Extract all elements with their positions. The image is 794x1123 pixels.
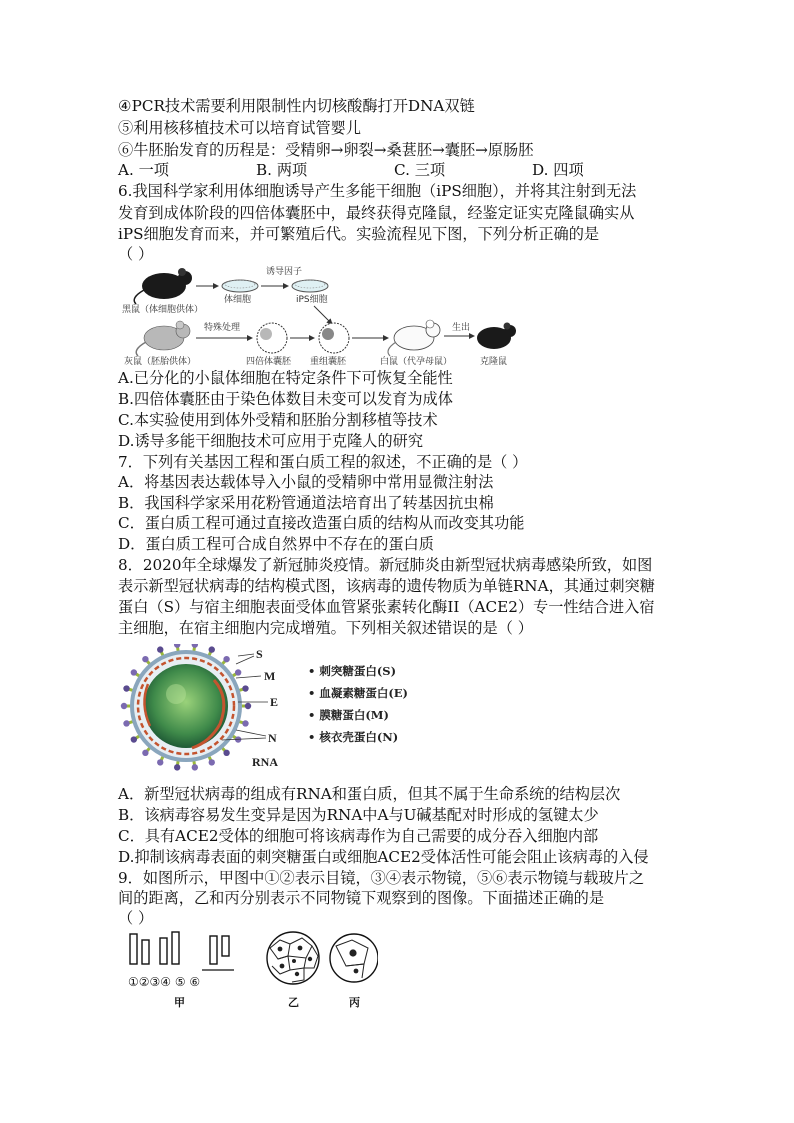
white-mouse-icon [388,320,440,356]
q6-answer-paren: （ ） [118,245,154,263]
q8-option-b: B．该病毒容易发生变异是因为RNA中A与U碱基配对时形成的氢键太少 [118,806,599,824]
q8-option-d: D.抑制该病毒表面的刺突糖蛋白或细胞ACE2受体活性可能会阻止该病毒的入侵 [118,848,649,866]
q5-options [118,160,584,180]
q5-statement-4: ④PCR技术需要利用限制性内切核酸酶打开DNA双链 [118,97,475,115]
q8-stem-line4: 主细胞，在宿主细胞内完成增殖。下列相关叙述错误的是（ ） [118,619,533,637]
spike-head [209,759,215,765]
q5-option-b: B. 两项 [256,161,308,179]
q8-stem-line3: 蛋白（S）与宿主细胞表面受体血管紧张素转化酶II（ACE2）专一性结合进入宿 [118,598,655,616]
special-treatment-label: 特殊处理 [204,323,241,333]
q6-stem-line1: 6.我国科学家利用体细胞诱导产生多能干细胞（iPS细胞），并将其注射到无法 [118,182,637,200]
spike-head [123,720,129,726]
q9-answer-paren: （ ） [118,909,154,927]
q5-statement-6: ⑥牛胚胎发育的历程是：受精卵→卵裂→桑葚胚→囊胚→原肠胚 [118,141,534,159]
q8-virus-figure [118,644,418,774]
lens-number-labels: ①②③④ ⑤ ⑥ [128,975,201,989]
label-yi: 乙 [288,996,299,1009]
spike-head [242,720,248,726]
legend-hemagglutinin: • 血凝素糖蛋白(E) [308,686,409,700]
recombined-blastocyst-label: 重组囊胚 [310,357,347,367]
tetraploid-blastocyst-label: 四倍体囊胚 [246,357,292,367]
recombined-blastocyst-icon [319,323,349,353]
spike-head [192,644,198,648]
q6-option-b: B.四倍体囊胚由于染色体数目未变可以发育为成体 [118,390,453,408]
virus-label-n: N [268,731,277,745]
q9-stem-line2: 间的距离，乙和丙分别表示不同物镜下观察到的图像。下面描述正确的是 [118,889,604,907]
spike-head [174,644,180,648]
spike-head [157,646,163,652]
grey-mouse-icon [136,321,190,356]
spike-head [174,764,180,770]
born-label: 生出 [452,323,471,333]
spike-head [223,750,229,756]
q7-option-b: B．我国科学家采用花粉管通道法培育出了转基因抗虫棉 [118,494,494,512]
view-bing-image [330,934,378,982]
q8-option-a: A．新型冠状病毒的组成有RNA和蛋白质，但其不属于生命系统的结构层次 [118,785,621,803]
coronavirus-icon [121,644,251,771]
spike-head [131,736,137,742]
view-yi-image [267,932,319,984]
spike-head [123,685,129,691]
ips-cell-label: iPS细胞 [296,295,328,305]
virus-label-rna: RNA [252,755,278,769]
spike-head [235,669,241,675]
virus-label-m: M [264,669,276,683]
spike-head [209,646,215,652]
virus-label-e: E [270,695,279,709]
spike-head [245,703,251,709]
q6-experiment-figure [118,264,518,374]
q5-option-c: C. 三项 [394,161,446,179]
label-jia: 甲 [174,996,185,1009]
q9-microscope-figure [118,926,378,1016]
legend-spike-glycoprotein: • 刺突糖蛋白(S) [308,664,397,678]
black-mouse-label: 黑鼠（体细胞供体） [122,305,204,315]
clone-mouse-icon [477,323,516,350]
spike-head [142,750,148,756]
q6-option-a: A.已分化的小鼠体细胞在特定条件下可恢复全能性 [118,369,453,387]
virus-label-s: S [256,647,263,661]
spike-head [192,764,198,770]
q5-option-a: A. 一项 [118,161,169,179]
somatic-cell-dish-icon [222,280,258,292]
q8-stem-line1: 8．2020年全球爆发了新冠肺炎疫情。新冠肺炎由新型冠状病毒感染所致，如图 [118,556,653,574]
somatic-cell-label: 体细胞 [224,295,252,305]
label-bing: 丙 [349,996,360,1009]
q8-option-c: C．具有ACE2受体的细胞可将该病毒作为自己需要的成分吞入细胞内部 [118,827,599,845]
spike-head [121,703,127,709]
q6-stem-line2: 发育到成体阶段的四倍体囊胚中，最终获得克隆鼠，经鉴定证实克隆鼠确实从 [118,204,635,222]
legend-nucleocapsid: • 核衣壳蛋白(N) [308,730,399,744]
clone-mouse-label: 克隆鼠 [480,357,508,367]
q5-statement-5: ⑤利用核移植技术可以培育试管婴儿 [118,119,361,137]
white-mouse-label: 白鼠（代孕母鼠） [380,357,453,367]
lens-diagram [130,932,229,964]
q7-stem: 7．下列有关基因工程和蛋白质工程的叙述，不正确的是（ ） [118,453,528,471]
q5-option-d: D. 四项 [532,161,584,179]
spike-head [157,759,163,765]
ips-cell-dish-icon [292,280,328,292]
tetraploid-blastocyst-icon [257,323,287,353]
q7-option-c: C．蛋白质工程可通过直接改造蛋白质的结构从而改变其功能 [118,514,525,532]
spike-head [131,669,137,675]
grey-mouse-label: 灰鼠（胚胎供体） [124,357,197,367]
q6-stem-line3: iPS细胞发育而来，并可繁殖后代。实验流程见下图，下列分析正确的是 [118,225,600,243]
spike-head [142,656,148,662]
q6-option-d: D.诱导多能干细胞技术可应用于克隆人的研究 [118,432,424,450]
q8-stem-line2: 表示新型冠状病毒的结构模式图，该病毒的遗传物质为单链RNA，其通过刺突糖 [118,577,655,595]
spike-head [242,685,248,691]
q7-option-d: D．蛋白质工程可合成自然界中不存在的蛋白质 [118,535,434,553]
black-mouse-icon [134,268,192,304]
legend-membrane-glycoprotein: • 膜糖蛋白(M) [308,708,389,722]
q6-option-c: C.本实验使用到体外受精和胚胎分割移植等技术 [118,411,438,429]
q7-option-a: A．将基因表达载体导入小鼠的受精卵中常用显微注射法 [118,473,494,491]
inducer-label: 诱导因子 [266,267,303,277]
q9-stem-line1: 9．如图所示，甲图中①②表示目镜，③④表示物镜，⑤⑥表示物镜与载玻片之 [118,869,645,887]
spike-head [223,656,229,662]
